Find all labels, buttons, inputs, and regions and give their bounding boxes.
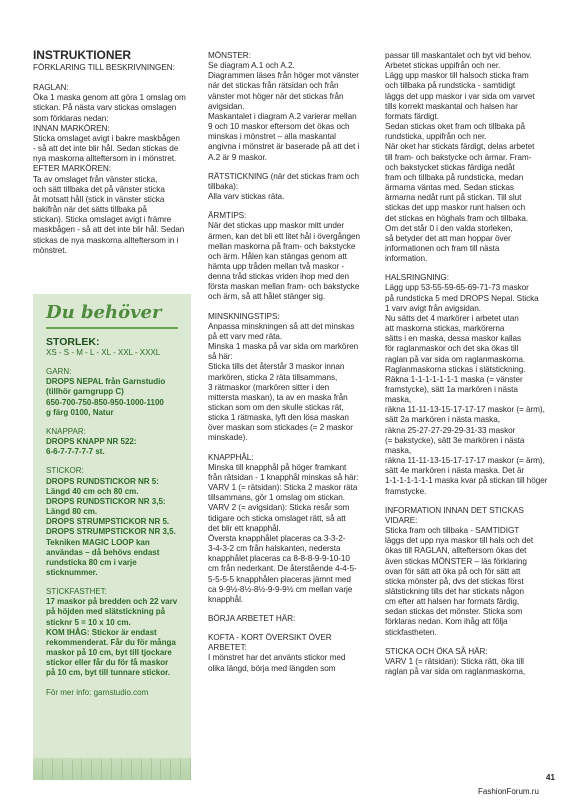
text-line: bakifrån när det sätts tillbaka på <box>33 205 147 215</box>
text-line: Räkna 1-1-1-1-1-1-1 maska (= vänster <box>385 374 523 384</box>
text-line: KNAPPHÅL: <box>208 452 254 462</box>
page-number: 41 <box>546 773 555 782</box>
text-line: räkna 25-27-27-29-29-31-33 maskor <box>385 425 516 435</box>
text-line: Se diagram A.1 och A.2. <box>208 61 295 71</box>
text-line: och ärm. Hålen kan stängas genom att <box>208 251 347 261</box>
text-line: cm från nederkant. De återstående 4-4-5- <box>208 564 357 574</box>
text-line: Lägg upp 53-55-59-65-69-71-73 maskor <box>385 283 529 293</box>
text-line: maskbågen - så att det inte blir hål. Sedan <box>33 225 185 235</box>
column-instructions <box>33 49 191 265</box>
text-line: Minska till knapphål på höger framkant <box>208 462 347 472</box>
text-line: denna tråd stickas vriden ihop med den <box>208 272 350 282</box>
paragraph <box>208 172 368 202</box>
text-line: VARV 1 (= rätsidan): Sticka rätt, öka till <box>385 656 524 666</box>
text-line: minskas i mönstret – alla maskantal <box>208 132 336 142</box>
text-line: cm efter att halsen har formats färdig, <box>385 597 520 607</box>
materials-line: KNAPPAR: <box>46 426 86 436</box>
text-line: raglan på var sida om raglanmaskorna, <box>385 667 526 677</box>
paragraph <box>33 83 191 256</box>
text-line: 1 varv avigt från avigsidan. <box>385 303 481 313</box>
materials-line: KOM IHÅG: Stickor är endast <box>46 627 157 637</box>
materials-line: rekommenderat. Får du för många <box>46 637 176 647</box>
text-line: stickan som om den skulle stickas rät, <box>208 403 344 412</box>
text-line: stickfastheten. <box>385 627 437 637</box>
column-body <box>33 83 191 256</box>
text-line: information. <box>385 254 428 264</box>
text-line: stickas det upp maskor runt halsen och <box>385 203 526 213</box>
text-line: maska, <box>385 445 412 455</box>
text-line: stickas de nya maskorna allteftersom in i <box>33 235 179 245</box>
text-line: och bakstycket stickas färdiga nedåt <box>385 162 515 172</box>
column-body <box>385 51 550 677</box>
text-line: MINSKNINGSTIPS: <box>208 311 280 321</box>
text-line: ARBETET: <box>208 643 247 653</box>
materials-line: DROPS RUNDSTICKOR NR 5: <box>46 476 159 486</box>
text-line: sätt 4e markören i nästa maska. Det är <box>385 466 525 476</box>
materials-line: 650-700-750-850-950-1000-1100 <box>46 397 164 407</box>
text-line: angivna i mönstret är baserade på att det i <box>208 142 360 152</box>
text-line: läggs det upp maskor i var sida om varvet <box>385 91 535 101</box>
materials-line: på höjden med slätstickning på <box>46 607 166 617</box>
text-line: för raglanmaskor och det ska ökas till <box>385 344 519 354</box>
materials-line: 6-6-7-7-7-7-7 st. <box>46 447 105 457</box>
paragraph <box>208 453 368 605</box>
materials-line: STICKOR: <box>46 466 84 476</box>
text-line: (= bakstycke), sätt 3e markören i nästa <box>385 435 525 445</box>
text-line: 5-5-5-5 knapphålen placeras jämnt med <box>208 574 351 584</box>
materials-content <box>46 336 186 707</box>
text-line: Diagrammen läses från höger mot vänster <box>208 71 359 81</box>
text-line: A.2 är 9 maskor. <box>208 152 267 162</box>
text-line: knapphål. <box>208 594 244 604</box>
text-line: ovan för sätt att öka på och för sätt att <box>385 566 521 576</box>
text-line: VIDARE: <box>385 515 418 525</box>
text-line: från rätsidan - 1 knapphål minskas så här: <box>208 472 359 482</box>
text-line: Översta knapphålet placeras ca 3-3-2- <box>208 533 346 543</box>
materials-line: STICKFASTHET: <box>46 587 107 597</box>
text-line: mönstret. <box>33 245 67 255</box>
text-line: ärmarna väntas med. Sedan stickas <box>385 183 514 193</box>
text-line: på rundsticka 5 med DROPS Nepal. Sticka <box>385 293 539 303</box>
text-line: RÄTSTICKNING (när det stickas fram och <box>208 171 359 181</box>
materials-line: DROPS RUNDSTICKOR NR 3,5: <box>46 496 166 506</box>
paragraph <box>208 211 368 302</box>
text-line: vänster mot höger när det stickas från <box>208 91 344 101</box>
text-line: INNAN MARKÖREN: <box>33 123 110 133</box>
materials-line: stickor eller får du för få maskor <box>46 658 169 668</box>
paragraph <box>208 312 368 444</box>
text-line: maska, <box>385 395 412 405</box>
paragraph <box>208 51 368 163</box>
text-line: framstycke. <box>385 486 427 496</box>
text-line: INFORMATION INNAN DET STICKAS <box>385 505 524 515</box>
text-line: tillbaka): <box>208 181 238 191</box>
materials-line: DROPS STRUMPSTICKOR NR 3,5. <box>46 527 176 537</box>
text-line: HALSRINGNING: <box>385 273 449 283</box>
text-line: RAGLAN: <box>33 83 69 93</box>
text-line: sätts i en maska, dessa maskor kallas <box>385 334 522 344</box>
size-list: XS - S - M - L - XL - XXL - XXXL <box>46 348 161 357</box>
text-line: När oket har stickats färdigt, delas arbetet <box>385 142 535 152</box>
text-line: första maskan mellan fram- och bakstycke <box>208 282 360 292</box>
text-line: Alla varv stickas räta. <box>208 192 285 202</box>
text-line: markören, sticka 2 räta tillsammans, <box>208 372 338 382</box>
text-line: ökas till RAGLAN, allteftersom ökas det <box>385 546 527 556</box>
text-line: formats färdigt. <box>385 111 439 121</box>
text-line: tillsammans, gör 1 omslag om stickan. <box>208 493 345 503</box>
text-line: tills korrekt maskantal och halsen har <box>385 101 518 111</box>
column-pattern <box>208 51 368 683</box>
materials-line: (tillhör garngrupp C) <box>46 387 124 397</box>
text-line: 9 och 10 maskor eftersom det ökas och <box>208 122 350 132</box>
text-line: ca 9-9½-8½-8½-9-9-9½ cm mellan varje <box>208 584 353 594</box>
text-line: till fram- och bakstycke och ärmar. Fram- <box>385 152 532 162</box>
knit-ridge-decoration <box>33 758 191 780</box>
text-line: Ta av omslaget från vänster sticka, <box>33 174 158 184</box>
materials-line: För mer info: garnstudio.com <box>46 687 149 697</box>
column-body <box>208 51 368 674</box>
materials-line: maskor på 10 cm, byt till tjockare <box>46 648 172 658</box>
paragraph <box>385 647 550 677</box>
text-line: som förklaras nedan: <box>33 113 109 123</box>
materials-line: g färg 0100, Natur <box>46 407 114 417</box>
text-line: Arbetet stickas uppifrån och ner. <box>385 61 501 71</box>
text-line: även stickas MÖNSTER – läs förklaring <box>385 556 527 566</box>
watermark: FashionForum.ru <box>478 787 539 796</box>
section-subtitle: FÖRKLARING TILL BESKRIVNINGEN: <box>33 63 175 72</box>
text-line: att maskorna stickas, markörerna <box>385 324 505 334</box>
paragraph <box>385 273 550 496</box>
text-line: så betyder det att man hoppar över <box>385 233 511 243</box>
text-line: när det stickas från rätsidan och från <box>208 81 339 91</box>
paragraph <box>385 506 550 638</box>
materials-body <box>46 367 186 698</box>
text-line: Sedan stickas oket fram och tillbaka på <box>385 122 526 132</box>
text-line: läggs det upp nya maskor till hals och det <box>385 536 534 546</box>
paragraph <box>385 51 550 264</box>
text-line: och tillbaka på rundsticka - samtidigt <box>385 81 516 91</box>
text-line: 3 rätmaskor (markören sitter i den <box>208 382 330 392</box>
text-line: förklaras nedan. Kom ihåg att följa <box>385 617 508 627</box>
title-divider <box>46 327 178 329</box>
text-line: Nu sätts det 4 markörer i arbetet utan <box>385 313 519 323</box>
text-line: sätt 2a markören i nästa maska, <box>385 415 500 425</box>
paragraph <box>208 633 368 674</box>
text-line: I mönstret har det använts stickor med <box>208 653 346 663</box>
text-line: knapphålet placeras ca 8-8-8-9-9-10-10 <box>208 554 350 564</box>
materials-paragraph <box>46 688 186 698</box>
text-line: Anpassa minskningen så att det minskas <box>208 321 355 331</box>
section-title: INSTRUKTIONER <box>33 48 132 62</box>
text-line: det stickas en höghals fram och tillbaka. <box>385 213 529 223</box>
materials-line: 17 maskor på bredden och 22 varv <box>46 597 178 607</box>
text-line: Maskantalet i diagram A.2 varierar mellan <box>208 111 357 121</box>
text-line: sticka 1 rätmaska, lyft den lösa maskan <box>208 413 349 423</box>
text-line: sticka mönster på, dvs det stickas först <box>385 576 524 586</box>
column-instructions-continued <box>385 51 550 686</box>
text-line: minskade). <box>208 433 248 443</box>
text-line: STICKA OCH ÖKA SÅ HÄR: <box>385 646 488 656</box>
text-line: raglan på var sida om raglanmaskorna. <box>385 354 526 364</box>
text-line: åt motsatt håll (stick in vänster sticka <box>33 194 165 204</box>
text-line: Om det står 0 i den valda storleken, <box>385 223 513 233</box>
materials-line: sticknr 5 = 10 x 10 cm. <box>46 617 131 627</box>
materials-paragraph <box>46 466 186 578</box>
materials-line: DROPS STRUMPSTICKOR NR 5. <box>46 517 170 527</box>
text-line: det blir ett knapphål. <box>208 523 281 533</box>
text-line: Minska 1 maska på var sida om markören <box>208 342 359 352</box>
text-line: stickan). Sticka omslaget avigt i främre <box>33 215 172 225</box>
text-line: och sätt tillbaka det på vänster sticka <box>33 184 165 194</box>
text-line: passar till maskantalet och byt vid behov. <box>385 51 532 60</box>
text-line: olika längd, börja med längden som <box>208 663 336 673</box>
materials-line: GARN: <box>46 367 72 377</box>
text-line: ÄRMTIPS: <box>208 211 247 221</box>
materials-title: Du behöver <box>46 302 162 323</box>
text-line: Öka 1 maska genom att göra 1 omslag om <box>33 93 186 103</box>
materials-line: Längd 40 cm och 80 cm. <box>46 486 139 496</box>
text-line: hämta upp tråden mellan två maskor - <box>208 261 345 271</box>
text-line: KOFTA - KORT ÖVERSIKT ÖVER <box>208 633 332 643</box>
materials-paragraph <box>46 587 186 678</box>
text-line: BÖRJA ARBETET HÄR: <box>208 613 296 623</box>
text-line: räkna 11-11-13-15-17-17-17 maskor (= ärm), <box>385 405 545 415</box>
text-line: avigsidan. <box>208 101 245 111</box>
materials-line: användas – då behövs endast <box>46 547 160 557</box>
text-line: över maskan som stickades (= 2 maskor <box>208 423 353 433</box>
text-line: ärmarna nedåt runt på stickan. Till slut <box>385 193 522 203</box>
text-line: rundsticka, uppifrån och ner. <box>385 132 487 142</box>
paragraph <box>208 614 368 624</box>
materials-line: Tekniken MAGIC LOOP kan <box>46 537 150 547</box>
materials-paragraph <box>46 367 186 418</box>
text-line: framstycke), sätt 1a markören i nästa <box>385 385 518 394</box>
materials-line: DROPS NEPAL från Garnstudio <box>46 377 166 387</box>
materials-line: sticknummer. <box>46 567 98 577</box>
text-line: Lägg upp maskor till halsoch sticka fram <box>385 71 529 81</box>
text-line: sedan stickas det mönster. Sticka som <box>385 607 523 617</box>
text-line: så här: <box>208 352 233 362</box>
text-line: Sticka fram och tillbaka - SAMTIDIGT <box>385 526 520 536</box>
text-line: på ett varv med räta. <box>208 331 283 341</box>
text-line: och ärm, så att hålet stänger sig. <box>208 292 326 302</box>
text-line: tidigare och sticka omslaget rätt, så att <box>208 513 346 523</box>
text-line: MÖNSTER: <box>208 51 251 60</box>
text-line: Sticka omslaget avigt i bakre maskbågen <box>33 133 180 143</box>
materials-box <box>33 294 191 780</box>
materials-line: Längd 80 cm. <box>46 507 98 517</box>
materials-line: på 10 cm, byt till tunnare stickor. <box>46 668 171 678</box>
text-line: VARV 2 (= avigsidan): Sticka resår som <box>208 503 350 513</box>
text-line: mittersta maskan), ta av en maska från <box>208 392 348 402</box>
text-line: mellan maskorna på fram- och bakstycke <box>208 241 356 251</box>
text-line: ärmen, kan det bli ett litet hål i övergången <box>208 231 361 241</box>
text-line: nya maskorna allteftersom in i mönstret. <box>33 154 177 164</box>
materials-line: rundsticka 80 cm i varje <box>46 557 137 567</box>
text-line: fram och tillbaka på rundsticka, medan <box>385 172 524 182</box>
text-line: informationen och fram till nästa <box>385 243 500 253</box>
text-line: När det stickas upp maskor mitt under <box>208 221 345 231</box>
size-label: STORLEK: <box>46 336 100 348</box>
text-line: 3-4-3-2 cm från halskanten, nedersta <box>208 544 341 554</box>
text-line: Sticka tills det återstår 3 maskor innan <box>208 362 345 372</box>
text-line: VARV 1 (= rätsidan): Sticka 2 maskor räta <box>208 483 358 493</box>
text-line: stickan. På nästa varv stickas omslagen <box>33 103 177 113</box>
materials-line: DROPS KNAPP NR 522: <box>46 437 137 447</box>
text-line: räkna 11-11-13-15-17-17-17 maskor (= ärm), <box>385 456 545 466</box>
text-line: - så att det inte blir hål. Sedan stickas de <box>33 144 179 154</box>
text-line: EFTER MARKÖREN: <box>33 164 111 174</box>
text-line: slätstickning tills det har stickats någon <box>385 586 524 596</box>
materials-paragraph <box>46 427 186 457</box>
text-line: 1-1-1-1-1-1-1 maska kvar på stickan till höger <box>385 476 548 486</box>
text-line: Raglanmaskorna stickas i slätstickning. <box>385 364 526 374</box>
